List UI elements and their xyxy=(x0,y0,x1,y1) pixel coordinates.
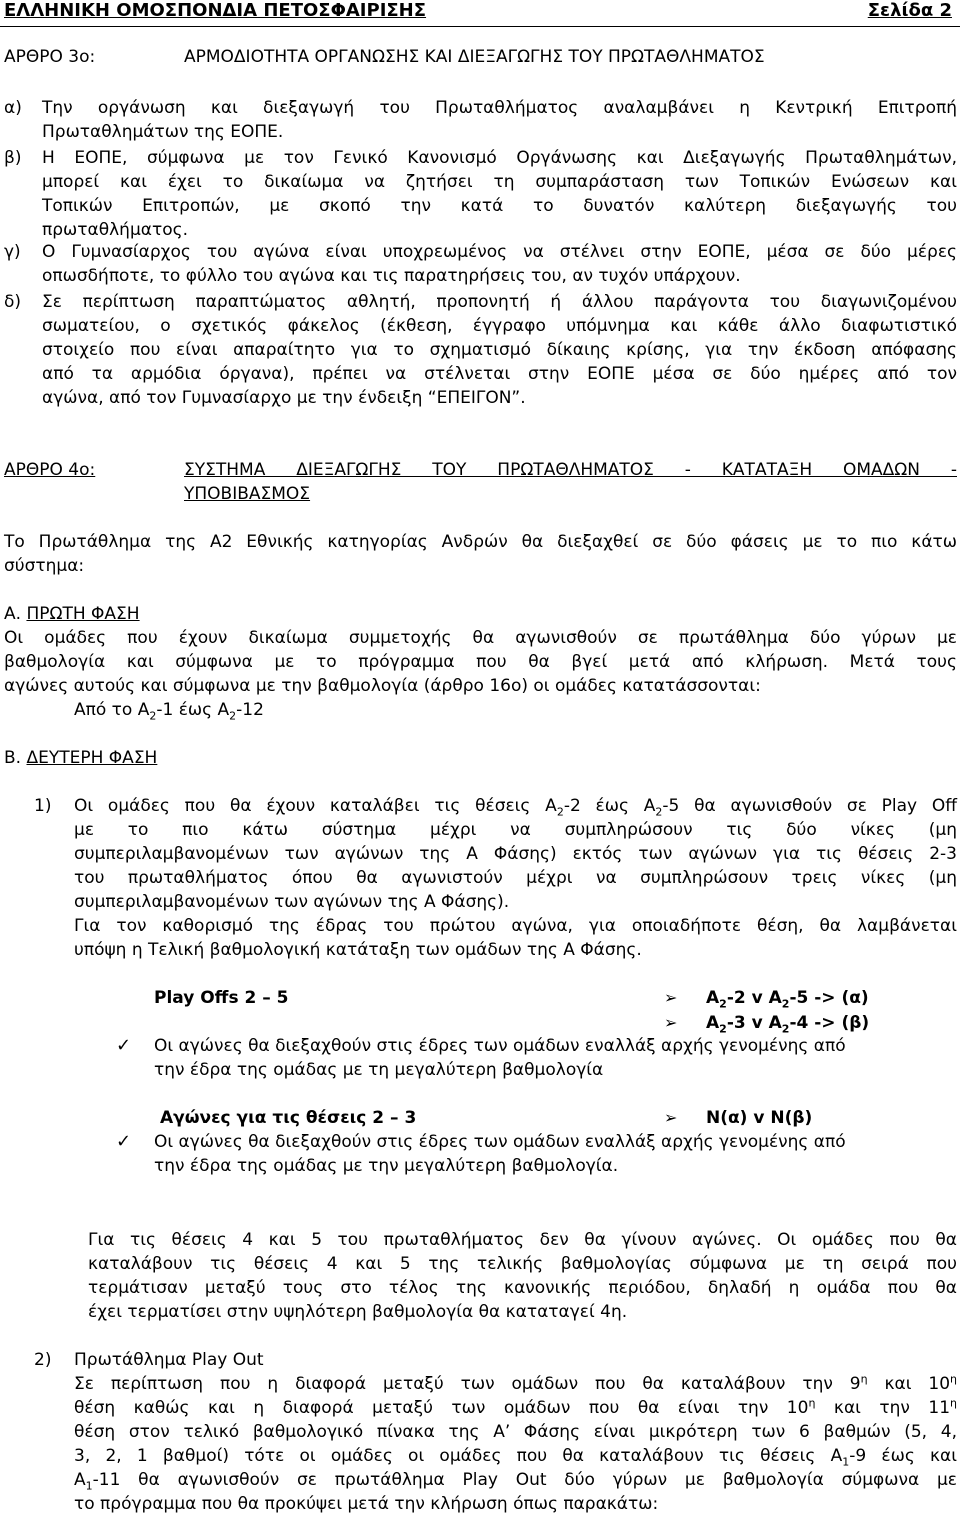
sub: 2 xyxy=(781,997,790,1011)
item1-line: Για τον καθορισμό της έδρας του πρώτου αγώνα, για οποιαδήποτε θέση, θα λαμβάνεται xyxy=(74,916,957,936)
item-b-line: Τοπικών Επιτροπών, με σκοπό την κατά το δυνατόν καλύτερη διεξαγωγής του xyxy=(42,196,957,216)
item-c-line: Ο Γυμνασίαρχος του αγώνα είναι υποχρεωμένος να στέλνει στην ΕΟΠΕ, μέσα σε δύο μέρες xyxy=(42,242,957,262)
item-d-line: Σε περίπτωση παραπτώματος αθλητή, προπονητή ή άλλου παράγοντα του διαγωνιζομένου xyxy=(42,292,957,312)
text: -9 έως και xyxy=(849,1446,957,1466)
sub: 2 xyxy=(719,1022,727,1036)
item1-line: υπόψη η Τελική βαθμολογική κατάταξη των ομάδων της Α Φάσης. xyxy=(74,940,642,960)
article4-title-cont: ΥΠΟΒΙΒΑΣΜΟΣ xyxy=(184,484,311,504)
sup: η xyxy=(860,1372,868,1386)
text: -3 v Α xyxy=(726,1013,782,1033)
article4-intro: σύστημα: xyxy=(4,556,85,576)
item-d-line: στοιχείο που είναι απαραίτητο για το σχηματισμό δίκαιης κρίσης, για την έκδοση απόφασης xyxy=(42,340,957,360)
sub: 2 xyxy=(655,805,663,819)
playoff-matchup-a xyxy=(706,986,869,1010)
places45-line: καταλάβουν τις θέσεις 4 και 5 της τελικής βαθμολογίας σύμφωνα με τη σειρά που xyxy=(88,1254,957,1274)
places23-note: Οι αγώνες θα διεξαχθούν στις έδρες των ομάδων εναλλάξ αρχής γενομένης από xyxy=(154,1132,846,1152)
range-text: -12 xyxy=(236,700,264,720)
item-d-line: από τα αρμόδια όργανα), πρέπει να στέλνεται στην ΕΟΠΕ μέσα σε δύο ημέρες από τον xyxy=(42,364,957,384)
item2-marker: 2) xyxy=(34,1350,52,1370)
playoff-matchup-b xyxy=(706,1011,869,1035)
item-a-line: Πρωταθλημάτων της ΕΟΠΕ. xyxy=(42,122,284,142)
item-d-line: σωματείου, ο σχετικός φάκελος (έκθεση, έγγραφο υπόμνημα και κάθε άλλο διαφωτιστικό xyxy=(42,316,957,336)
text: Οι ομάδες που θα έχουν καταλάβει τις θέσεις Α xyxy=(74,796,557,816)
text: Σε περίπτωση που η διαφορά μεταξύ των ομάδων που θα καταλάβουν την 9 xyxy=(74,1374,861,1394)
phase-b-heading xyxy=(4,746,157,770)
article4-label: ΑΡΘΡΟ 4ο: xyxy=(4,460,96,480)
places23-match: Ν(α) v Ν(β) xyxy=(706,1108,813,1128)
item2-line: το πρόγραμμα που θα προκύψει μετά την κλήρωση όπως παρακάτω: xyxy=(74,1494,659,1514)
sub: 1 xyxy=(85,1479,93,1493)
text: Α xyxy=(706,988,720,1008)
sup: η xyxy=(950,1372,957,1386)
text: Α xyxy=(706,1013,720,1033)
sub: 2 xyxy=(556,805,564,819)
text: 3, 2, 1 βαθμοί) τότε οι ομάδες οι ομάδες που θα καταλάβουν τις θέσεις Α xyxy=(74,1446,843,1466)
item-b-line: Η ΕΟΠΕ, σύμφωνα με τον Γενικό Κανονισμό Οργάνωσης και Διεξαγωγής Πρωταθλημάτων, xyxy=(42,148,957,168)
item2-title: Πρωτάθλημα Play Out xyxy=(74,1350,264,1370)
item2-line xyxy=(74,1372,957,1396)
article4-intro: Το Πρωτάθλημα της Α2 Εθνικής κατηγορίας Ανδρών θα διεξαχθεί σε δύο φάσεις με το πιο κάτω xyxy=(4,532,957,552)
places23-title: Αγώνες για τις θέσεις 2 – 3 xyxy=(160,1108,417,1128)
text: -5 θα αγωνισθούν σε Play Off xyxy=(662,796,957,816)
item-c-line: οπωσδήποτε, το φύλλο του αγώνα και τις παρατηρήσεις του, αν τυχόν υπάρχουν. xyxy=(42,266,741,286)
phase-a-title: ΠΡΩΤΗ ΦΑΣΗ xyxy=(26,604,140,624)
item-c-marker: γ) xyxy=(4,242,21,262)
playoffs-note: την έδρα της ομάδας με τη μεγαλύτερη βαθμολογία xyxy=(154,1060,604,1080)
item1-line: του πρωταθλήματος όπου θα αγωνιστούν μέχρι να συμπληρώσουν τρεις νίκες (μη xyxy=(74,868,957,888)
places45-line: τερμάτισαν μεταξύ τους στο τέλος της κανονικής περιόδου, δηλαδή η ομάδα που θα xyxy=(88,1278,957,1298)
item-d-line: αγώνα, από τον Γυμνασίαρχο με την ένδειξη “ΕΠΕΙΓΟΝ”. xyxy=(42,388,526,408)
text: θέση καθώς και η διαφορά μεταξύ των ομάδων που θα είναι την 10 xyxy=(74,1398,809,1418)
text: -2 έως Α xyxy=(563,796,656,816)
item2-line: θέση στον τελικό βαθμολογικό πίνακα της Α’ Φάσης είναι μικρότερη των 6 βαθμών (5, 4, xyxy=(74,1422,957,1442)
range-text: -1 έως Α xyxy=(156,700,230,720)
places45-line: έχει τερματίσει στην υψηλότερη βαθμολογία θα καταταγεί 4η. xyxy=(88,1302,628,1322)
item-a-line: Την οργάνωση και διεξαγωγή του Πρωταθλήματος αναλαμβάνει η Κεντρική Επιτροπή xyxy=(42,98,957,118)
item2-line xyxy=(74,1468,957,1492)
playoffs-note: Οι αγώνες θα διεξαχθούν στις έδρες των ομάδων εναλλάξ αρχής γενομένης από xyxy=(154,1036,846,1056)
range-text: Από το Α xyxy=(74,700,150,720)
item-a-marker: α) xyxy=(4,98,22,118)
text: -5 -> (α) xyxy=(789,988,869,1008)
arrow-bullet-icon: ➢ xyxy=(664,1013,678,1032)
sup: η xyxy=(950,1396,957,1410)
item-d-marker: δ) xyxy=(4,292,22,312)
item1-marker: 1) xyxy=(34,796,52,816)
text: -11 θα αγωνισθούν σε πρωτάθλημα Play Out δύο γύρων με βαθμολογία σύμφωνα με xyxy=(92,1470,957,1490)
phase-a-line: Οι ομάδες που έχουν δικαίωμα συμμετοχής θα αγωνισθούν σε πρωτάθλημα δύο γύρων με xyxy=(4,628,957,648)
places45-line: Για τις θέσεις 4 και 5 του πρωταθλήματος δεν θα γίνουν αγώνες. Οι ομάδες που θα xyxy=(88,1230,957,1250)
item-b-marker: β) xyxy=(4,148,22,168)
item1-line: με το πιο κάτω σύστημα μέχρι να συμπληρώσουν τις δύο νίκες (μη xyxy=(74,820,957,840)
item1-line xyxy=(74,794,957,818)
checkmark-icon: ✓ xyxy=(116,1035,132,1056)
text: Α xyxy=(74,1470,86,1490)
article3-label: ΑΡΘΡΟ 3ο: xyxy=(4,47,96,67)
sup: η xyxy=(808,1396,816,1410)
item1-line: συμπεριλαμβανομένων των αγώνων της Α Φάσης). xyxy=(74,892,510,912)
phase-b-prefix: Β. xyxy=(4,748,22,768)
range-sub: 2 xyxy=(229,709,237,723)
item2-line xyxy=(74,1396,957,1420)
item-b-line: μπορεί και έχει το δικαίωμα να ζητήσει τη συμπαράσταση των Τοπικών Ενώσεων και xyxy=(42,172,957,192)
sub: 2 xyxy=(781,1022,790,1036)
arrow-bullet-icon: ➢ xyxy=(664,988,678,1007)
phase-b-title: ΔΕΥΤΕΡΗ ΦΑΣΗ xyxy=(26,748,158,768)
text: και την 11 xyxy=(815,1398,951,1418)
item-b-line: πρωταθλήματος. xyxy=(42,220,188,240)
text: -4 -> (β) xyxy=(789,1013,870,1033)
organization-name: ΕΛΛΗΝΙΚΗ ΟΜΟΣΠΟΝΔΙΑ ΠΕΤΟΣΦΑΙΡΙΣΗΣ xyxy=(4,0,427,21)
item1-line: συμπεριλαμβανομένων των αγώνων της Α Φάσης) εκτός των αγώνων για τις θέσεις 2-3 xyxy=(74,844,957,864)
playoffs-title: Play Offs 2 – 5 xyxy=(154,988,289,1008)
arrow-bullet-icon: ➢ xyxy=(664,1108,678,1127)
text: -2 v Α xyxy=(726,988,782,1008)
phase-a-line: βαθμολογία και σύμφωνα με το πρόγραμμα που θα βγεί μετά από κλήρωση. Μετά τους xyxy=(4,652,957,672)
phase-a-line: αγώνες αυτούς και σύμφωνα με την βαθμολογία (άρθρο 16ο) οι ομάδες κατατάσσονται: xyxy=(4,676,761,696)
phase-a-range xyxy=(74,698,264,722)
checkmark-icon: ✓ xyxy=(116,1131,132,1152)
phase-a-heading xyxy=(4,602,140,626)
sub: 2 xyxy=(719,997,727,1011)
places23-note: την έδρα της ομάδας με την μεγαλύτερη βαθμολογία. xyxy=(154,1156,619,1176)
range-sub: 2 xyxy=(149,709,157,723)
phase-a-prefix: Α. xyxy=(4,604,22,624)
page-number: Σελίδα 2 xyxy=(867,0,952,21)
sub: 1 xyxy=(842,1455,850,1469)
text: και 10 xyxy=(867,1374,951,1394)
item2-line xyxy=(74,1444,957,1468)
page-header xyxy=(0,0,960,27)
article4-title: ΣΥΣΤΗΜΑ ΔΙΕΞΑΓΩΓΗΣ ΤΟΥ ΠΡΩΤΑΘΛΗΜΑΤΟΣ - ΚΑΤΑΤΑΞΗ ΟΜΑΔΩΝ - xyxy=(184,460,957,480)
article3-title: ΑΡΜΟΔΙΟΤΗΤΑ ΟΡΓΑΝΩΣΗΣ ΚΑΙ ΔΙΕΞΑΓΩΓΗΣ ΤΟΥ ΠΡΩΤΑΘΛΗΜΑΤΟΣ xyxy=(184,47,765,67)
